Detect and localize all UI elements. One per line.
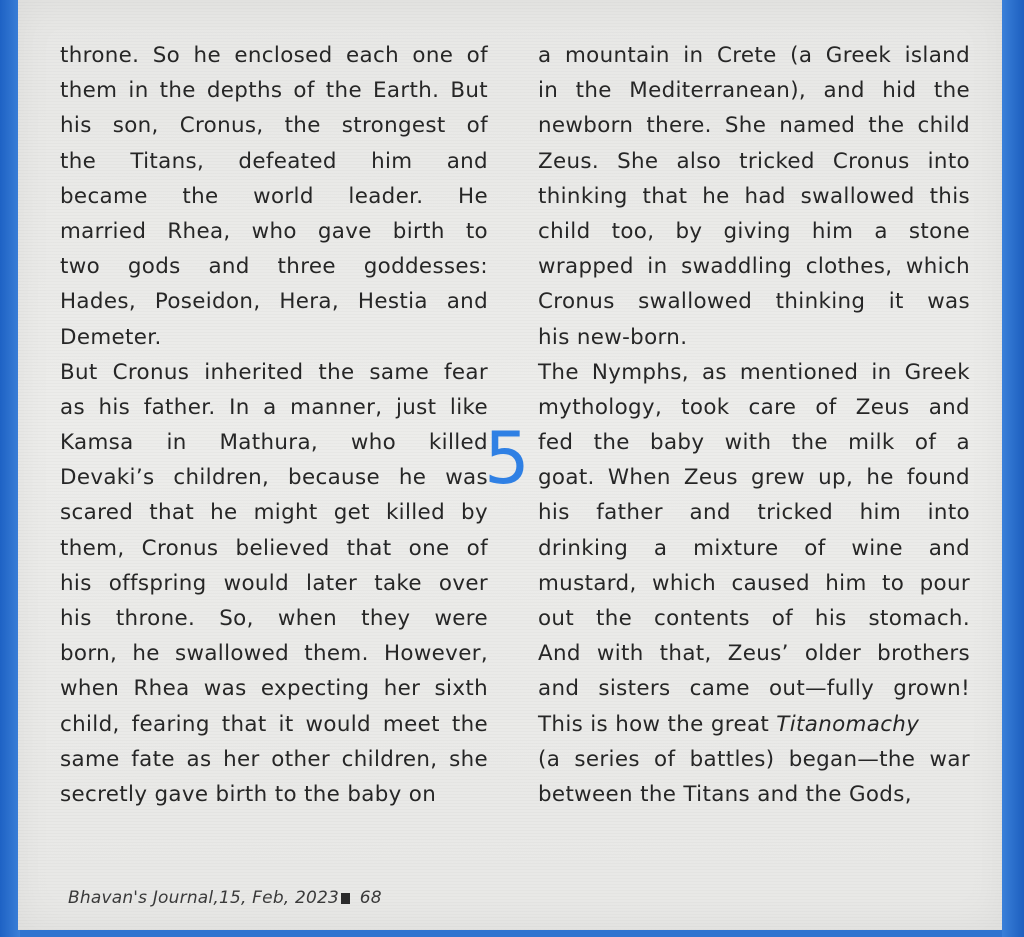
text-line: The Nymphs, as mentioned in Greek	[538, 359, 970, 385]
text-line: his new-born.	[538, 324, 688, 350]
text-line: Kamsa in Mathura, who killed	[60, 430, 488, 456]
text-line: his offspring would later take over	[60, 570, 488, 596]
text-line: Devaki’s children, because he was	[60, 465, 488, 491]
text-line: Zeus. She also tricked Cronus into	[538, 148, 970, 174]
document-page	[18, 0, 1002, 930]
text-line: between the Titans and the Gods,	[538, 781, 912, 807]
left-text-column	[60, 38, 488, 812]
text-line: his throne. So, when they were	[60, 606, 488, 631]
text-line: born, he swallowed them. However,	[60, 641, 488, 667]
text-line: child, fearing that it would meet the	[60, 711, 488, 737]
text-line: newborn there. She named the child	[538, 113, 970, 139]
text-line: them in the depths of the Earth. But	[60, 78, 488, 104]
text-line: as his father. In a manner, just like	[60, 394, 488, 420]
text-line: wrapped in swaddling clothes, which	[538, 254, 970, 280]
right-text-column	[538, 38, 970, 812]
screen-border-left	[0, 0, 20, 937]
text-line: his father and tricked him into	[538, 500, 970, 526]
text-line: But Cronus inherited the same fear	[60, 359, 488, 385]
text-line: scared that he might get killed by	[60, 500, 488, 526]
screen-border-right	[1002, 0, 1024, 937]
text-line: throne. So he enclosed each one of	[60, 43, 488, 68]
emphasized-word: Titanomachy	[776, 711, 920, 737]
text-line: when Rhea was expecting her sixth	[60, 676, 488, 702]
square-bullet-icon	[341, 893, 350, 904]
text-line: drinking a mixture of wine and	[538, 535, 970, 561]
text-line: mustard, which caused him to pour	[538, 570, 970, 596]
text-line: Demeter.	[60, 324, 162, 350]
text-line: in the Mediterranean), and hid the	[538, 78, 970, 104]
text-line: fed the baby with the milk of a	[538, 430, 970, 456]
text-line: two gods and three goddesses:	[60, 254, 488, 280]
text-line: them, Cronus believed that one of	[60, 535, 488, 561]
journal-citation: Bhavan's Journal,15, Feb, 2023	[68, 888, 340, 908]
text-line: a mountain in Crete (a Greek island	[538, 43, 970, 68]
text-line: (a series of battles) began—the war	[538, 746, 970, 772]
text-line: secretly gave birth to the baby on	[60, 781, 437, 807]
footer-page-number: 68	[359, 888, 382, 908]
text-line: Cronus swallowed thinking it was	[538, 289, 970, 315]
text-segment: This is how the great	[538, 711, 777, 737]
text-line: mythology, took care of Zeus and	[538, 394, 970, 420]
text-line: his son, Cronus, the strongest of	[60, 113, 488, 139]
text-line-titanomachy	[538, 707, 970, 742]
text-line: the Titans, defeated him and	[60, 148, 488, 174]
text-line: thinking that he had swallowed this	[538, 183, 970, 209]
text-line: And with that, Zeus’ older brothers	[538, 641, 970, 667]
text-line: goat. When Zeus grew up, he found	[538, 465, 970, 491]
text-line: and sisters came out—fully grown!	[538, 676, 970, 702]
journal-footer	[68, 888, 382, 908]
page-number-overlay: 5	[484, 416, 530, 500]
text-line: Hades, Poseidon, Hera, Hestia and	[60, 289, 488, 315]
text-line: same fate as her other children, she	[60, 746, 488, 772]
text-line: became the world leader. He	[60, 183, 488, 209]
text-line: child too, by giving him a stone	[538, 218, 970, 244]
text-line: married Rhea, who gave birth to	[60, 218, 488, 244]
text-line: out the contents of his stomach.	[538, 606, 970, 631]
